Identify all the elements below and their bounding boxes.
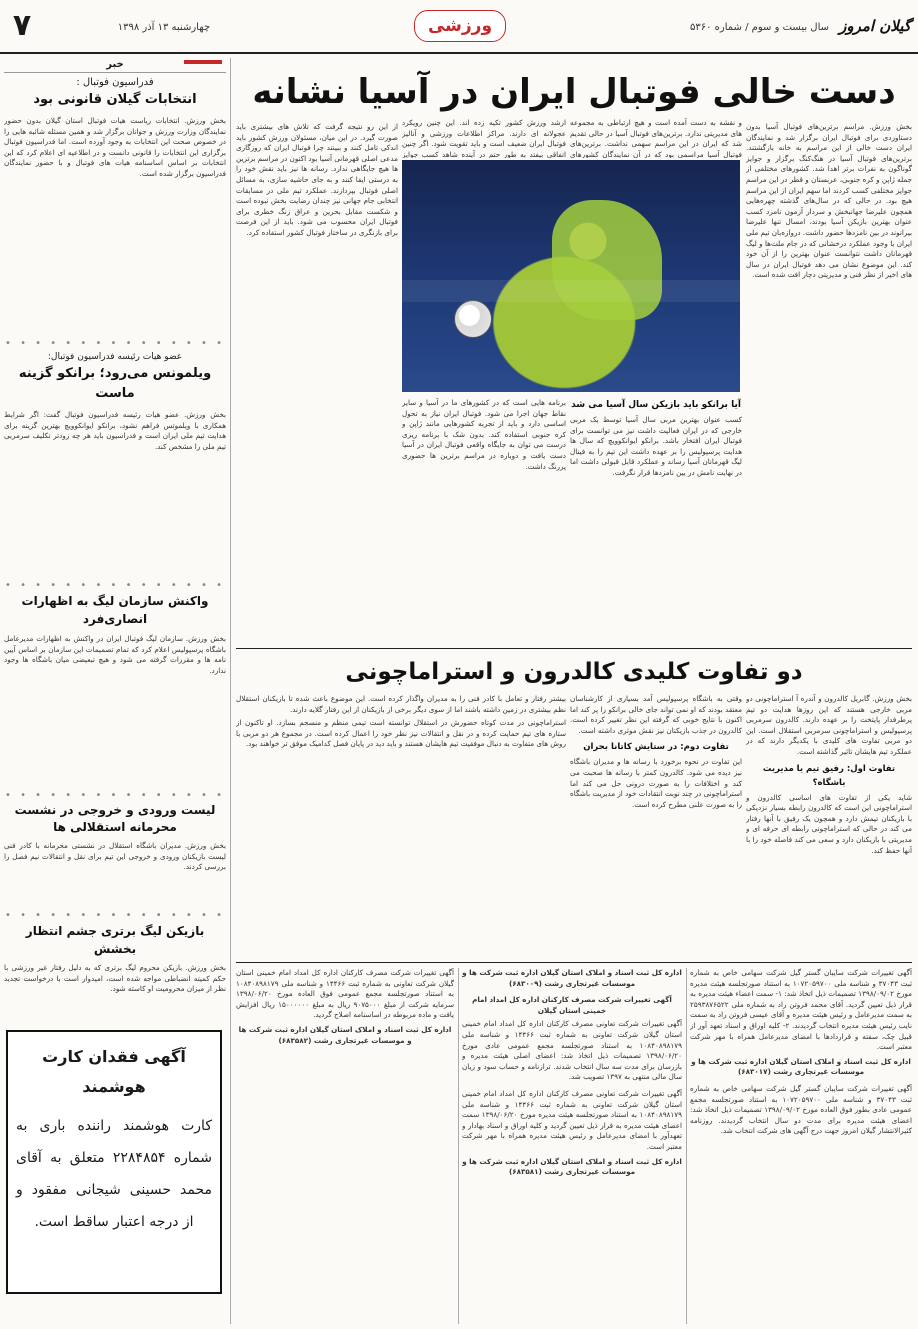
lead-column-3-top: ارشد ورزش کشور تکیه زده اند. این چنین رویکرد عجولانه ای دارند. مراکز اطلاعات ورزشی و آنالیز فوتبال ایران ضعیف است و باید تقویت شود. اگر چنین اتفاقی بیفتد به طور حتم در آینده شاهد کسب جوایز: [402, 118, 566, 158]
notice-body: آگهی تغییرات شرکت سایبان گستر گیل شرکت سهامی خاص به شماره ثبت ۳۷۰۴۳ و شناسه ملی ۱۰۷۲۰۵۹۷۰۰ به استناد صورتجلسه هیئت مدیره مورخ ۱۳۹۸/۰۹/۰۲ تصمیمات ذیل اتخاذ شد: ۱- سمت اعضاء هیئت مدیره به قرار ذیل تعیین گردید. آقای محمد فروتن راد به شماره ملی ۲۵۹۳۸۷۶۵۲۲ به سمت مدیرعامل و رئیس هیئت مدیره و آقای عیسی فروتن راد به سمت نایب رئیس هیئت مدیره انتخاب گردیدند. ۲- کلیه اوراق و اسناد تعهد آور از قبیل چک، سفته و قراردادها با امضای مدیرعامل همراه با مهر شرکت معتبر است.: [690, 968, 912, 1052]
goalkeeper-photo: [402, 160, 740, 392]
lead-headline: دست خالی فوتبال ایران در آسیا نشانه: [252, 72, 896, 112]
football-icon: [454, 300, 492, 338]
second-column-1: [746, 694, 912, 956]
notice-body: آگهی تغییرات شرکت سایبان گستر گیل شرکت سهامی خاص به شماره ثبت ۳۷۰۴۳ و شناسه ملی ۱۰۷۲۰۵۹۷۰۰ به استناد صورتجلسه مجمع عمومی عادی بطور فوق العاده مورخ ۱۳۹۸/۰۹/۰۲ تصمیمات ذیل اتخاذ شد: اعضای هیئت مدیره برای مدت دو سال انتخاب گردیدند. روزنامه کثیرالانتشار گیلان امروز جهت درج آگهی های شرکت انتخاب شد.: [690, 1083, 912, 1136]
sidebar-story-4: [4, 802, 226, 910]
page-number: ۷: [12, 8, 32, 43]
lead-column-3-bottom: برنامه هایی است که در کشورهای ما در آسیا و سایر نقاط جهان اجرا می شود. فوتبال ایران نیاز به تحول اساسی دارد و باید از تجربه کشورهایی مانند ژاپن و کره جنوبی استفاده کند. بدون شک با برنامه ریزی درست می توان به جایگاه واقعی فوتبال ایران در آسیا دست یافت و دوباره در مراسم برترین ها حضوری پررنگ داشت.: [402, 398, 566, 471]
notice-column-rule: [458, 968, 459, 1324]
sidebar-tag-rule: [4, 72, 226, 73]
ad-line: کارت هوشمند راننده باری به: [16, 1118, 212, 1134]
story-title: واکنش سازمان لیگ به اظهارات انصاری‌فرد: [21, 594, 209, 626]
section-name: ورزشی: [427, 16, 493, 36]
notice-body: آگهی تغییرات شرکت مصرف کارکنان اداره کل امداد امام خمینی استان گیلان شرکت تعاونی به شماره ثبت ۱۴۴۶۶ و شناسه ملی ۱۰۸۴۰۸۹۸۱۷۹ به استناد صورتجلسه مجمع عمومی فوق العاده مورخ ۱۳۹۸/۰۶/۲۰ سرمایه شرکت از مبلغ ۹۰۷۵۰۰۰ ریال به مبلغ ۱۵۰۰۰۰۰۰ ریال افزایش یافت و ماده مربوطه در اساسنامه اصلاح گردید.: [236, 968, 454, 1020]
notice-footer: اداره کل ثبت اسناد و املاک استان گیلان اداره ثبت شرکت ها و موسسات غیرتجاری رشت (۶۸۳۵۸۱): [462, 1156, 682, 1177]
banner-stripe: [402, 280, 740, 302]
ad-line: شماره ۲۲۸۴۸۵۴ متعلق به آقای: [16, 1150, 212, 1166]
ad-line: محمد حسینی شیجانی مفقود و: [16, 1182, 212, 1198]
sidebar-divider: • • • • • • • • • • • • • • •: [5, 790, 225, 801]
story-body: بخش ورزش. مدیران باشگاه استقلال در نشستی محرمانه با کادر فنی لیست بازیکنان ورودی و خروجی این تیم برای نقل و انتقالات نیم فصل را بررسی کردند.: [4, 841, 226, 872]
story-kicker: عضو هیات رئیسه فدراسیون فوتبال:: [47, 352, 183, 362]
lead-subhead: آیا برانکو باید بازیکن سال آسیا می شد: [571, 400, 741, 410]
second-column-3: [236, 694, 566, 956]
sidebar-story-2: [4, 350, 226, 580]
notice-footer: اداره کل ثبت اسناد و املاک استان گیلان اداره ثبت شرکت ها و موسسات غیرتجاری رشت (۶۸۳۵۸۲): [238, 1024, 452, 1045]
lead-column-2-top: و نقشه به دست آمده است و هیچ ارتباطی به مجموعه های مدیریتی ندارد. برترین‌های فوتبال آسیا در حالی تقدیم شد که ایران در این مراسم سهمی نداشت. برترین‌های فوتبال آسیا مراسمی بود که در آن نمایندگان کشورهای: [570, 118, 742, 158]
story-title: بازیکن لیگ برتری جشم انتظار بخشش: [25, 924, 205, 956]
ad-title: آگهی فقدان کارت هوشمند: [42, 1047, 186, 1096]
sidebar-divider: • • • • • • • • • • • • • • •: [5, 910, 225, 921]
second-column-2: [570, 694, 742, 956]
story-title: لیست ورودی و خروجی در نشست محرمانه استقلالی ها: [14, 803, 216, 834]
notice-body: آگهی تغییرات شرکت تعاونی مصرف کارکنان اداره کل امداد امام خمینی استان گیلان شرکت تعاونی به شماره ثبت ۱۴۴۶۶ و شناسه ملی ۱۰۸۴۰۸۹۸۱۷۹ به استناد صورتجلسه هیئت مدیره مورخ ۱۳۹۸/۰۶/۲۰ سمت اعضای هیئت مدیره به قرار ذیل تعیین گردید و کلیه اوراق و اسناد بهادار و تعهدآور با امضای مدیرعامل و رئیس هیئت مدیره همراه با مهر شرکت معتبر است.: [462, 1088, 682, 1151]
story-body: بخش ورزش. سازمان لیگ فوتبال ایران در واکنش به اظهارات مدیرعامل باشگاه پرسپولیس اعلام کرد که تمام تصمیمات این سازمان بر اساس آیین نامه ها و مقررات گرفته می شود و هیچ تبعیضی میان باشگاه ها وجود ندارد.: [4, 634, 226, 675]
sidebar-divider: • • • • • • • • • • • • • • •: [5, 580, 225, 591]
lead-column-2-bottom: [570, 398, 742, 642]
notice-column-3: [236, 968, 454, 1324]
header-rule: [0, 52, 918, 54]
notice-footer: اداره کل ثبت اسناد و املاک استان گیلان اداره ثبت شرکت ها و موسسات غیرتجاری رشت (۶۸۳۰۱۷): [691, 1056, 911, 1077]
notice-column-rule: [686, 968, 687, 1324]
newspaper-logo: گیلان امروز: [839, 17, 911, 35]
second-body: بخش ورزش. گابریل کالدرون و آندره آ استراماچونی دو مربی خارجی هستند که این روزها هدایت دو تیم پرطرفدار پایتخت را بر عهده دارند. کالدرون سرمربی پرسپولیس و استراماچونی سرمربی استقلال است. این دو مربی تفاوت های کلیدی با یکدیگر دارند که در عملکرد تیم هایشان تاثیر گذاشته است.: [746, 694, 912, 756]
story-title: انتخابات گیلان قانونی بود: [33, 92, 197, 107]
masthead: [0, 0, 918, 52]
story-body: بخش ورزش. بازیکن محروم لیگ برتری که به دلیل رفتار غیر ورزشی با حکم کمیته انضباطی مواجه شده است، امیدوار است با درخواست تجدید نظر از میزان محرومیت او کاسته شود.: [4, 963, 226, 994]
sidebar-column-rule: [230, 58, 231, 1324]
lead-body: کسب عنوان بهترین مربی سال آسیا توسط یک مربی خارجی که در ایران فعالیت داشت نیز می توانست برای فوتبال ایران افتخار باشد. برانکو ایوانکوویچ که سال ها هدایت پرسپولیس را بر عهده داشت این تیم را به فینال لیگ قهرمانان آسیا رساند و عملکرد قابل قبولی داشت اما در نهایت نامش در بین نامزدها قرار نگرفت.: [570, 415, 742, 477]
second-body: این تفاوت در نحوه برخورد با رسانه ها و مدیران باشگاه نیز دیده می شود. کالدرون کمتر با رسانه ها صحبت می کند و اختلافات را به صورت درونی حل می کند اما استراماچونی در چند نوبت انتقادات خود از مدیریت باشگاه را به صورت علنی مطرح کرده است.: [570, 757, 742, 809]
notice-body: آگهی تغییرات شرکت تعاونی مصرف کارکنان اداره کل امداد امام خمینی استان گیلان شرکت تعاونی به شماره ثبت ۱۴۴۶۶ و شناسه ملی ۱۰۸۴۰۸۹۸۱۷۹ به استناد صورتجلسه مجمع عمومی عادی مورخ ۱۳۹۸/۰۶/۲۰ تصمیمات ذیل اتخاذ شد: اعضای اصلی هیئت مدیره و بازرسان برای مدت سه سال انتخاب شدند. ترازنامه و حساب سود و زیان سال مالی منتهی به ۱۳۹۷ تصویب شد.: [462, 1019, 682, 1082]
notice-footer: اداره کل ثبت اسناد و املاک استان گیلان اداره ثبت شرکت ها و موسسات غیرتجاری رشت (۶۸۳۰۰۹): [462, 968, 682, 988]
section-label: [414, 10, 506, 42]
lead-column-1: بخش ورزش. مراسم برترین‌های فوتبال آسیا بدون دستاوردی برای فوتبال ایران برگزار شد و نمایندگان ایران دست خالی از این مراسم به خانه بازگشتند. برترین‌های فوتبال آسیا در هنگ‌کنگ برگزار و جوایز گوناگون به نفرات برتر اهدا شد. کشورهای مختلفی از جمله ژاپن و کره جنوبی، عربستان و قطر در این مراسم جوایز مختلفی کسب کردند اما سهم ایران از این مراسم هیچ بود. در حالی که در سال‌های گذشته چهره‌هایی همچون علیرضا جهانبخش و سردار آزمون نامزد کسب عنوان بهترین بازیکن آسیا بودند، امسال تنها علیرضا بیرانوند در بین نامزدها حضور داشت. دروازه‌بان تیم ملی ایران با وجود عملکرد درخشانی که در جام ملت‌ها و لیگ قهرمانان داشت نتوانست عنوان بهترین را از آن خود کند. این موضوع نشان می دهد فوتبال ایران در سال های اخیر از نظر فنی و مدیریتی دچار افت شده است.: [746, 122, 912, 280]
second-body: وقتی به باشگاه پرسپولیس آمد بسیاری از کارشناسان معتقد بودند که او نمی تواند جای خالی برانکو را پر کند اما اکنون با نتایج خوبی که گرفته این نظر تغییر کرده است. کالدرون در جذب بازیکنان نیز نقش موثری داشته است.: [570, 694, 742, 735]
sidebar-story-5: [4, 922, 226, 1022]
story-kicker: فدراسیون فوتبال :: [76, 77, 154, 88]
notice-column-1: [690, 968, 912, 1324]
lost-card-ad: [6, 1030, 222, 1294]
ad-line: از درجه اعتبار ساقط است.: [34, 1214, 194, 1230]
story-title: ویلمونس می‌رود؛ برانکو گزینه ماست: [18, 366, 212, 401]
notice-title: آگهی تغییرات شرکت مصرف کارکنان اداره کل امداد امام خمینی استان گیلان: [472, 995, 672, 1015]
second-body: شاید یکی از تفاوت های اساسی کالدرون و استراماچونی این است که کالدرون رابطه بسیار نزدیکی با بازیکنان تیمش دارد و همچون یک رفیق با آنها رفتار می کند در حالی که استراماچونی رابطه ای حرفه ای و مدیریتی با بازیکنان دارد و سعی می کند فاصله خود را با آنها حفظ کند.: [746, 792, 912, 855]
story-body: بخش ورزش. انتخابات ریاست هیات فوتبال استان گیلان بدون حضور نمایندگان وزارت ورزش و جوانان برگزار شد و همین مسئله شائبه هایی را در خصوص صحت این انتخابات به وجود آورده است. اما فدراسیون فوتبال برگزاری این انتخابات را قانونی دانست و در اطلاعیه ای اعلام کرد که این انتخابات بر اساس اساسنامه هیات های فوتبال و با حضور نمایندگان فدراسیون برگزار شده است.: [4, 116, 226, 178]
sidebar-tag: خبر: [106, 59, 124, 70]
sidebar-divider: • • • • • • • • • • • • • • •: [5, 338, 225, 349]
lead-column-4: از این رو نتیجه گرفت که تلاش های بیشتری باید صورت گیرد. در این میان، مسئولان ورزش کشور باید اندکی تامل کنند و ببینند چرا فوتبال ایران که روزگاری مدعی اصلی قهرمانی آسیا بود اکنون در مراسم برترین ها هیچ جایگاهی ندارد. رسانه ها نیز باید نقش خود را به درستی ایفا کنند و به جای حاشیه سازی، به مسائل اصلی فوتبال بپردازند. عملکرد تیم ملی در مسابقات انتخابی جام جهانی نیز چندان رضایت بخش نبوده است و شکست مقابل بحرین و عراق زنگ خطری برای فوتبال ایران محسوب می شود. باید از این فرصت برای بازنگری در ساختار فوتبال کشور استفاده کرد.: [236, 122, 398, 237]
issue-date: چهارشنبه ۱۳ آذر ۱۳۹۸: [117, 22, 210, 33]
sidebar-story-3: [4, 592, 226, 790]
second-subhead-1: تفاوت اول: رفیق تیم یا مدیریت باشگاه؟: [762, 763, 896, 788]
notices-top-rule: [236, 962, 912, 963]
notice-column-2: [462, 968, 682, 1324]
second-headline: دو تفاوت کلیدی کالدرون و استراماچونی: [345, 659, 803, 685]
issue-info: سال بیست و سوم / شماره ۵۳۶۰: [690, 22, 829, 33]
second-body: استراماچونی در مدت کوتاه حضورش در استقلال توانسته است تیمی منظم و منسجم بسازد. او تاکنون از ستاره های تیم حمایت کرده و در نقل و انتقالات نیز نظر خود را اعمال کرده است. در مجموع هر دو مربی با روش های متفاوت به دنبال موفقیت تیم هایشان هستند و باید دید در پایان فصل کدامیک موفق تر خواهند بود.: [236, 718, 566, 749]
second-body: بیشتر رفتار و تعامل با کادر فنی را به مدیران واگذار کرده است. این موضوع باعث شده تا بازیکنان استقلال نظم بیشتری در زمین داشته باشند اما از سوی دیگر برخی از بازیکنان از این رفتار گلایه دارند.: [236, 694, 566, 714]
sidebar-story-1: [4, 76, 226, 338]
goalkeeper-figure-icon: [552, 200, 662, 320]
lead-bottom-rule: [236, 648, 912, 649]
story-body: بخش ورزش. عضو هیات رئیسه فدراسیون فوتبال گفت: اگر شرایط همکاری با ویلموتس فراهم نشود، برانکو ایوانکوویچ بهترین گزینه برای هدایت تیم ملی ایران است و فدراسیون باید هر چه زودتر تکلیف سرمربی تیم ملی را مشخص کند.: [4, 410, 226, 451]
second-subhead-2: تفاوت دوم: در ستایش کاتانا بحران: [583, 742, 729, 753]
